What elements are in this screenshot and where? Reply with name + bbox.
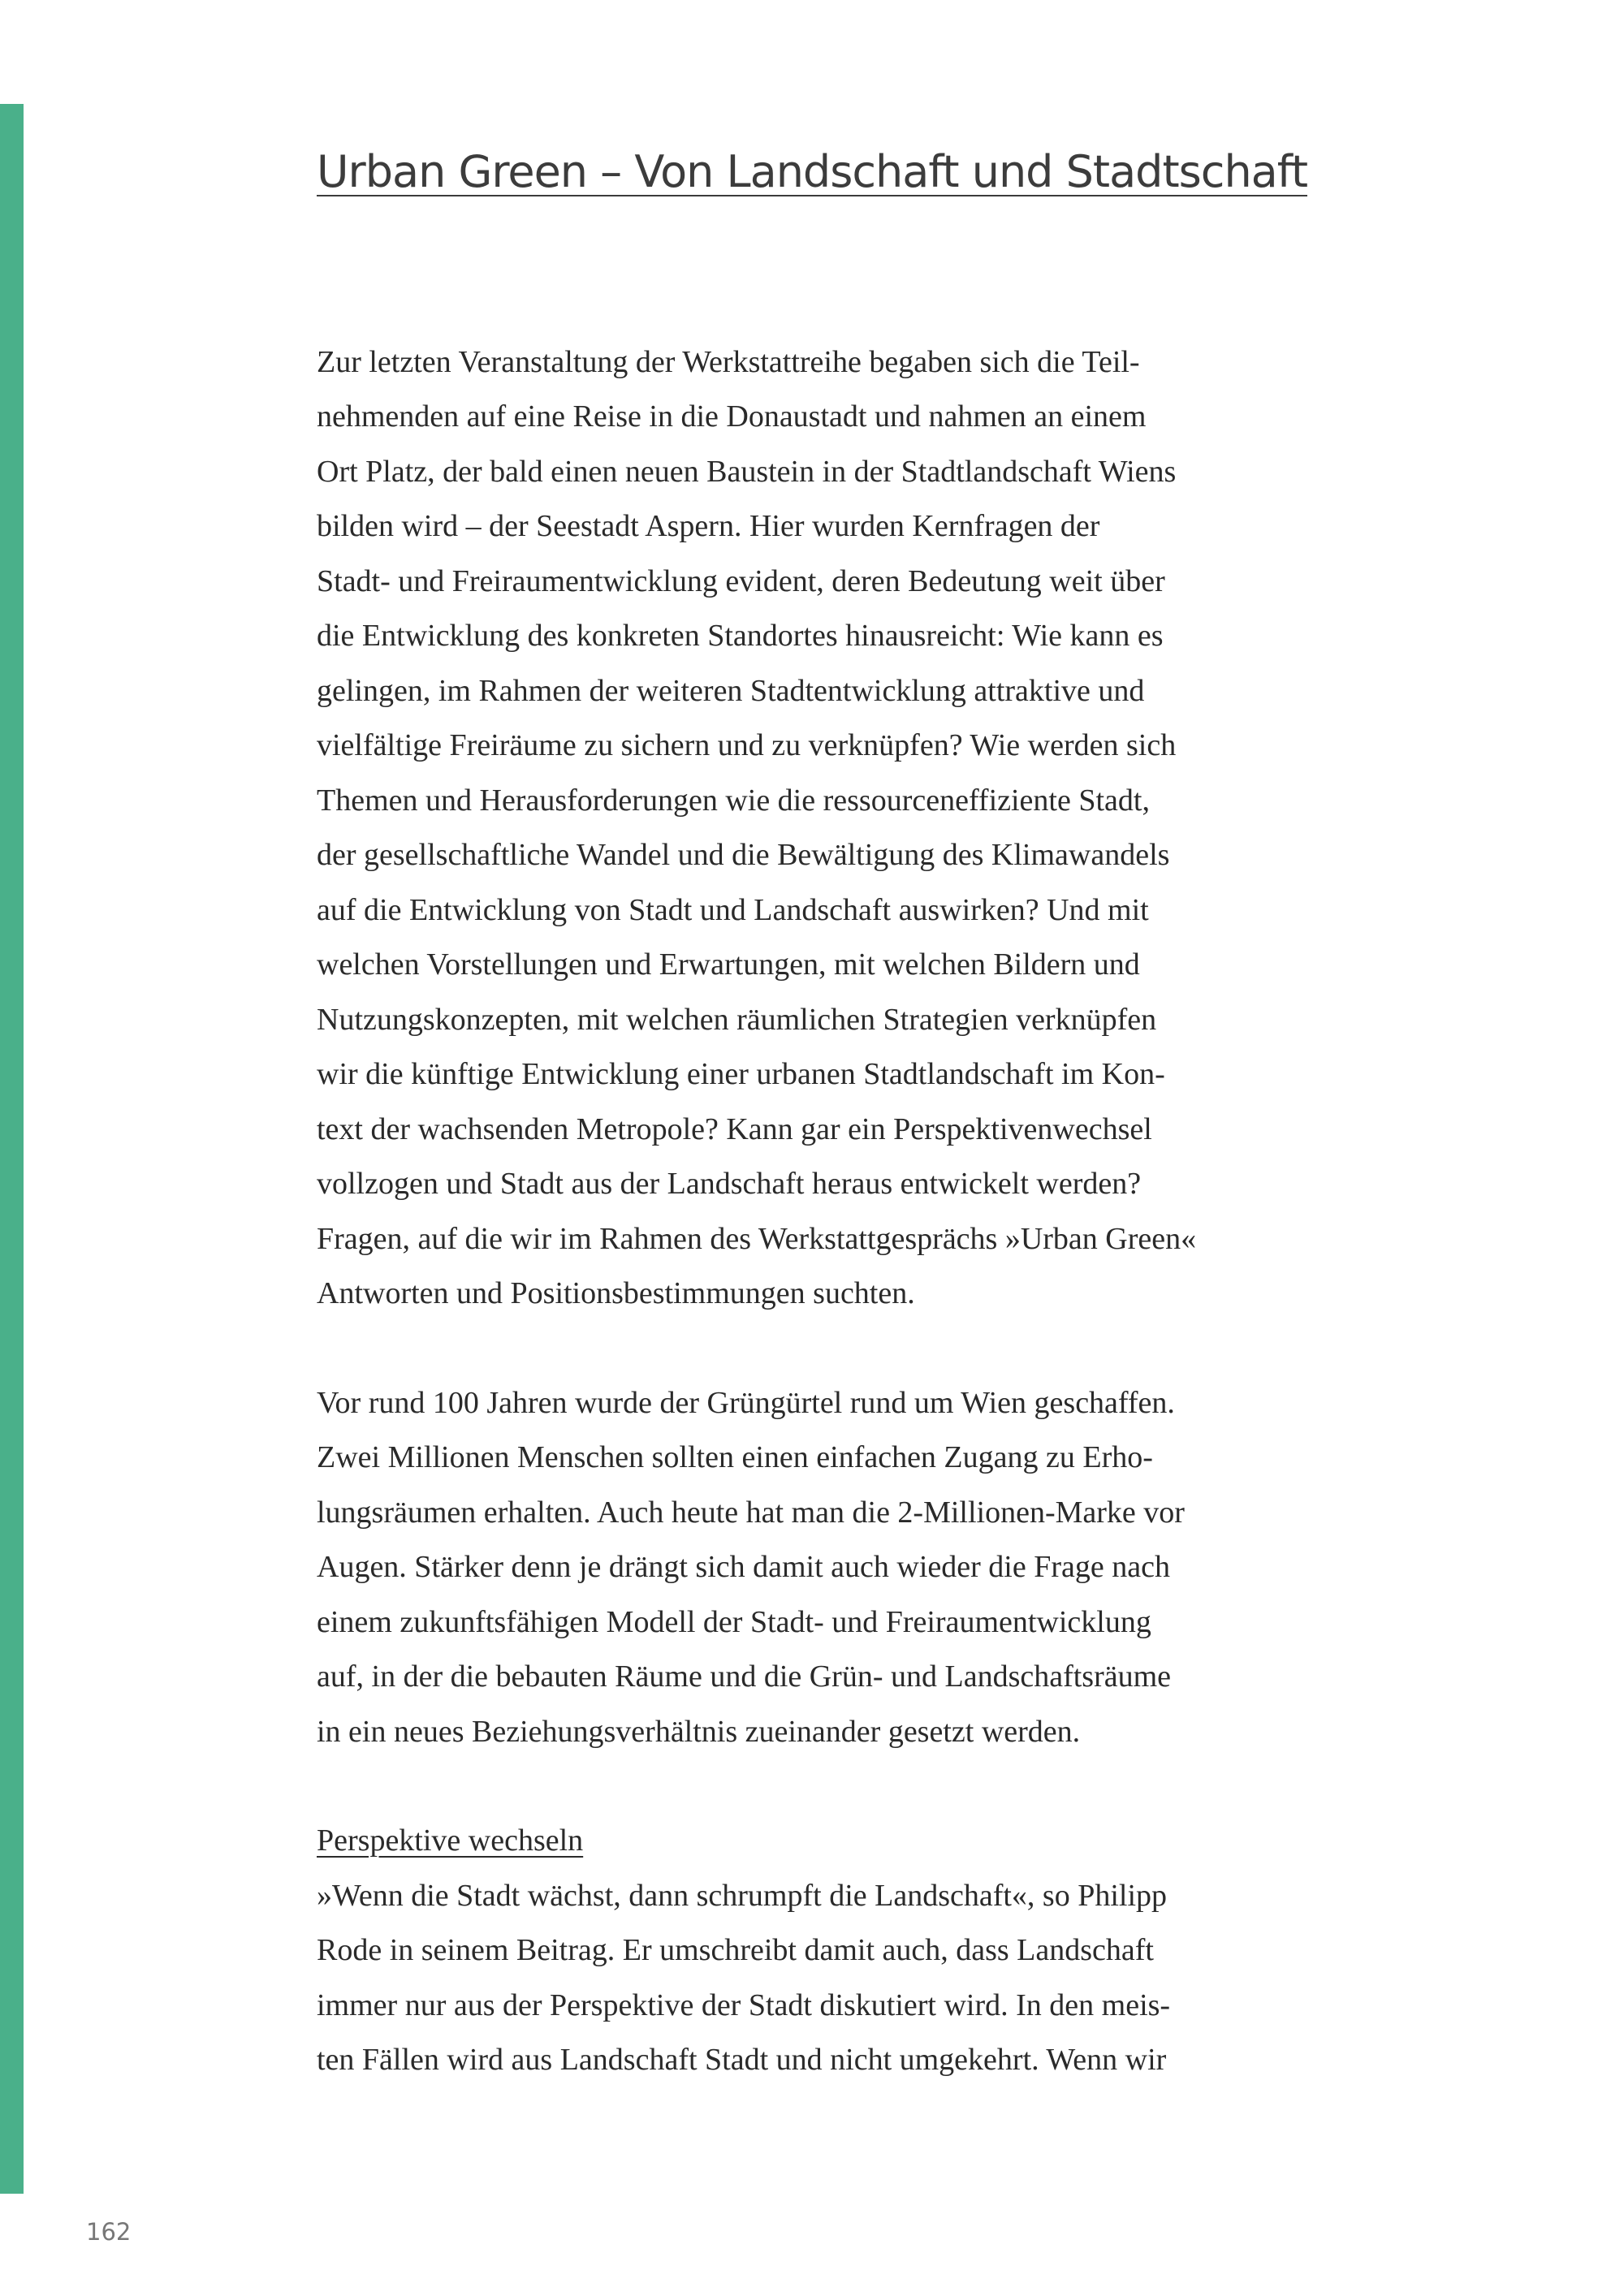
text-line: vielfältige Freiräume zu sichern und zu verknüpfen? Wie werden sich: [317, 728, 1177, 763]
text-line: lungsräumen erhalten. Auch heute hat man die 2-Millionen-Marke vor: [317, 1495, 1185, 1530]
text-line: Fragen, auf die wir im Rahmen des Werkstattgesprächs »Urban Green«: [317, 1221, 1197, 1256]
text-line: die Entwicklung des konkreten Standortes hinausreicht: Wie kann es: [317, 619, 1164, 654]
text-line: auf, in der die bebauten Räume und die Grün- und Landschaftsräume: [317, 1659, 1172, 1694]
text-line: Zwei Millionen Menschen sollten einen einfachen Zugang zu Erho-: [317, 1440, 1153, 1475]
text-line: Augen. Stärker denn je drängt sich damit auch wieder die Frage nach: [317, 1550, 1170, 1585]
text-line: welchen Vorstellungen und Erwartungen, mit welchen Bildern und: [317, 947, 1140, 982]
text-line: »Wenn die Stadt wächst, dann schrumpft die Landschaft«, so Philipp: [317, 1878, 1168, 1913]
text-line: Nutzungskonzepten, mit welchen räumlichen Strategien verknüpfen: [317, 1002, 1157, 1037]
text-line: wir die künftige Entwicklung einer urbanen Stadtlandschaft im Kon-: [317, 1057, 1165, 1092]
text-line: Stadt- und Freiraumentwicklung evident, deren Bedeutung weit über: [317, 563, 1165, 598]
text-line: Zur letzten Veranstaltung der Werkstattreihe begaben sich die Teil-: [317, 344, 1140, 379]
text-line: Antworten und Positionsbestimmungen suchten.: [317, 1276, 915, 1311]
text-line: gelingen, im Rahmen der weiteren Stadtentwicklung attraktive und: [317, 673, 1145, 708]
text-line: einem zukunftsfähigen Modell der Stadt- und Freiraumentwicklung: [317, 1604, 1151, 1639]
text-line: Vor rund 100 Jahren wurde der Grüngürtel rund um Wien geschaffen.: [317, 1385, 1175, 1420]
section-heading: Perspektive wechseln: [317, 1823, 584, 1858]
accent-side-bar: [0, 104, 24, 2194]
paragraph-perspective: [317, 1869, 1315, 2088]
paragraph-intro: [317, 335, 1315, 1322]
text-line: Rode in seinem Beitrag. Er umschreibt damit auch, dass Landschaft: [317, 1933, 1154, 1968]
text-line: Themen und Herausforderungen wie die ressourceneffiziente Stadt,: [317, 783, 1150, 818]
text-line: auf die Entwicklung von Stadt und Landschaft auswirken? Und mit: [317, 892, 1149, 927]
text-line: ten Fällen wird aus Landschaft Stadt und nicht umgekehrt. Wenn wir: [317, 2043, 1167, 2078]
text-line: vollzogen und Stadt aus der Landschaft heraus entwickelt werden?: [317, 1167, 1142, 1202]
paragraph-greenbelt: [317, 1376, 1315, 1760]
text-line: bilden wird – der Seestadt Aspern. Hier wurden Kernfragen der: [317, 509, 1100, 544]
text-line: Ort Platz, der bald einen neuen Baustein in der Stadtlandschaft Wiens: [317, 454, 1177, 489]
text-line: text der wachsenden Metropole? Kann gar ein Perspektivenwechsel: [317, 1111, 1152, 1146]
page-number: 162: [86, 2218, 132, 2246]
text-line: in ein neues Beziehungsverhältnis zueinander gesetzt werden.: [317, 1714, 1081, 1749]
page-content: [317, 146, 1315, 2088]
text-line: der gesellschaftliche Wandel und die Bewältigung des Klimawandels: [317, 838, 1170, 873]
text-line: nehmenden auf eine Reise in die Donaustadt und nahmen an einem: [317, 399, 1147, 434]
text-line: immer nur aus der Perspektive der Stadt diskutiert wird. In den meis-: [317, 1987, 1171, 2022]
page-title: Urban Green – Von Landschaft und Stadtschaft: [317, 146, 1307, 197]
